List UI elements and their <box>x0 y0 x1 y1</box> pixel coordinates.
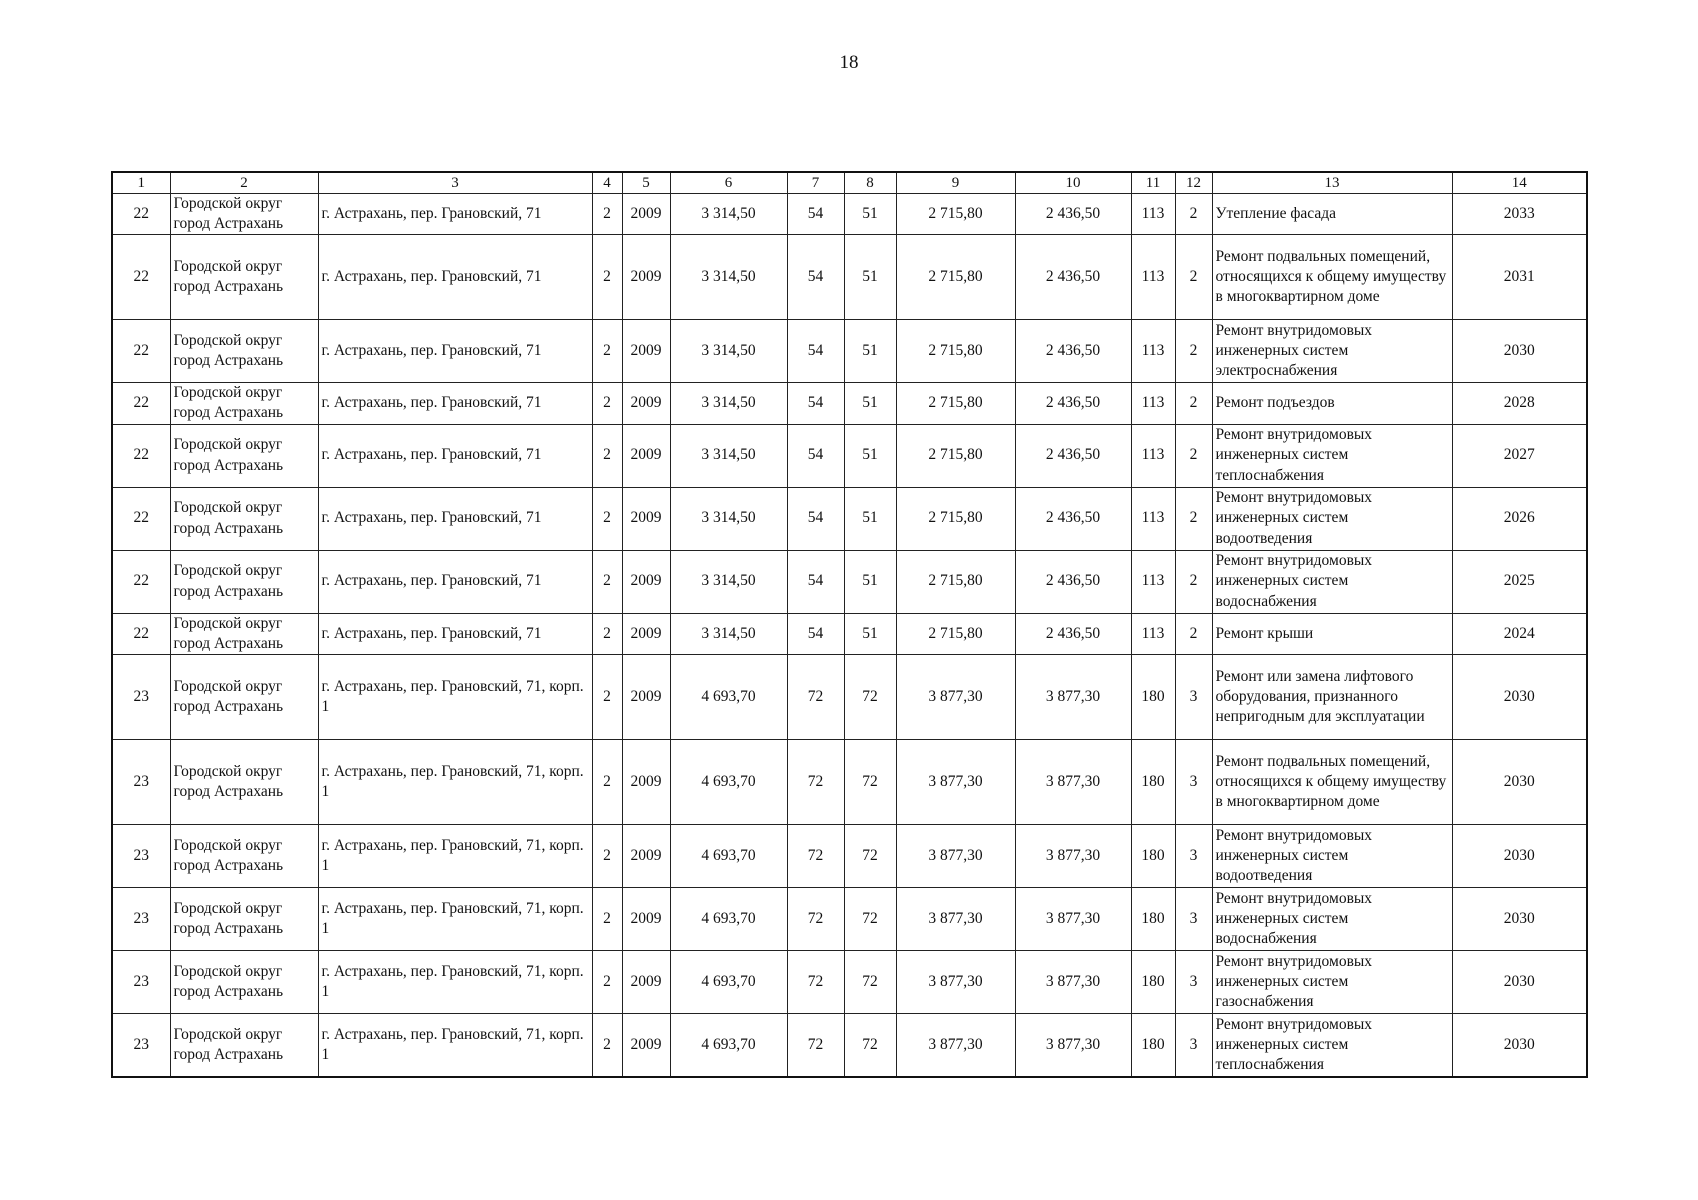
column-header: 7 <box>787 172 844 194</box>
column-header: 13 <box>1212 172 1452 194</box>
residential-area-cell: 3 877,30 <box>896 1013 1015 1077</box>
storeys-cell: 2 <box>592 550 622 613</box>
residential-premises-cell: 51 <box>844 194 896 235</box>
owned-area-cell: 3 877,30 <box>1015 1013 1131 1077</box>
municipality-cell: Городской округ город Астрахань <box>170 1013 318 1077</box>
entrances-cell: 3 <box>1175 739 1212 824</box>
item-number-cell: 22 <box>112 235 170 320</box>
address-cell: г. Астрахань, пер. Грановский, 71, корп. 1 <box>318 824 592 887</box>
year-built-cell: 2009 <box>622 487 670 550</box>
residents-cell: 113 <box>1131 320 1175 383</box>
storeys-cell: 2 <box>592 654 622 739</box>
residents-cell: 180 <box>1131 739 1175 824</box>
planned-year-cell: 2030 <box>1452 654 1587 739</box>
residential-area-cell: 3 877,30 <box>896 739 1015 824</box>
total-area-cell: 4 693,70 <box>670 950 787 1013</box>
table-row <box>112 235 1587 320</box>
work-type-cell: Ремонт подвальных помещений, относящихся к общему имуществу в многоквартирном доме <box>1212 235 1452 320</box>
storeys-cell: 2 <box>592 613 622 654</box>
residents-cell: 180 <box>1131 950 1175 1013</box>
residential-area-cell: 2 715,80 <box>896 550 1015 613</box>
residential-premises-cell: 51 <box>844 550 896 613</box>
item-number-cell: 22 <box>112 550 170 613</box>
address-cell: г. Астрахань, пер. Грановский, 71, корп. 1 <box>318 739 592 824</box>
residential-premises-cell: 72 <box>844 739 896 824</box>
municipality-cell: Городской округ город Астрахань <box>170 235 318 320</box>
work-type-cell: Ремонт внутридомовых инженерных систем электроснабжения <box>1212 320 1452 383</box>
storeys-cell: 2 <box>592 424 622 487</box>
planned-year-cell: 2031 <box>1452 235 1587 320</box>
column-header: 5 <box>622 172 670 194</box>
repair-schedule-table <box>111 171 1588 1078</box>
year-built-cell: 2009 <box>622 887 670 950</box>
address-cell: г. Астрахань, пер. Грановский, 71 <box>318 424 592 487</box>
item-number-cell: 22 <box>112 320 170 383</box>
planned-year-cell: 2026 <box>1452 487 1587 550</box>
residents-cell: 113 <box>1131 424 1175 487</box>
residential-premises-cell: 51 <box>844 383 896 424</box>
planned-year-cell: 2030 <box>1452 1013 1587 1077</box>
year-built-cell: 2009 <box>622 654 670 739</box>
planned-year-cell: 2027 <box>1452 424 1587 487</box>
total-area-cell: 3 314,50 <box>670 550 787 613</box>
planned-year-cell: 2030 <box>1452 887 1587 950</box>
entrances-cell: 3 <box>1175 1013 1212 1077</box>
residential-premises-cell: 72 <box>844 950 896 1013</box>
storeys-cell: 2 <box>592 194 622 235</box>
planned-year-cell: 2025 <box>1452 550 1587 613</box>
residential-area-cell: 2 715,80 <box>896 235 1015 320</box>
column-header: 10 <box>1015 172 1131 194</box>
total-area-cell: 3 314,50 <box>670 194 787 235</box>
residents-cell: 180 <box>1131 654 1175 739</box>
storeys-cell: 2 <box>592 739 622 824</box>
residential-premises-cell: 72 <box>844 824 896 887</box>
work-type-cell: Ремонт внутридомовых инженерных систем водоснабжения <box>1212 887 1452 950</box>
residents-cell: 113 <box>1131 613 1175 654</box>
entrances-cell: 2 <box>1175 613 1212 654</box>
municipality-cell: Городской округ город Астрахань <box>170 383 318 424</box>
planned-year-cell: 2024 <box>1452 613 1587 654</box>
apartments-cell: 72 <box>787 887 844 950</box>
municipality-cell: Городской округ город Астрахань <box>170 424 318 487</box>
apartments-cell: 72 <box>787 950 844 1013</box>
entrances-cell: 3 <box>1175 887 1212 950</box>
work-type-cell: Ремонт внутридомовых инженерных систем газоснабжения <box>1212 950 1452 1013</box>
apartments-cell: 54 <box>787 550 844 613</box>
year-built-cell: 2009 <box>622 824 670 887</box>
residential-area-cell: 2 715,80 <box>896 383 1015 424</box>
total-area-cell: 4 693,70 <box>670 739 787 824</box>
municipality-cell: Городской округ город Астрахань <box>170 613 318 654</box>
residents-cell: 180 <box>1131 887 1175 950</box>
residential-premises-cell: 51 <box>844 613 896 654</box>
apartments-cell: 72 <box>787 739 844 824</box>
residents-cell: 113 <box>1131 550 1175 613</box>
item-number-cell: 22 <box>112 194 170 235</box>
column-number-row <box>112 172 1587 194</box>
storeys-cell: 2 <box>592 950 622 1013</box>
storeys-cell: 2 <box>592 824 622 887</box>
owned-area-cell: 3 877,30 <box>1015 654 1131 739</box>
residential-premises-cell: 72 <box>844 887 896 950</box>
owned-area-cell: 2 436,50 <box>1015 613 1131 654</box>
municipality-cell: Городской округ город Астрахань <box>170 739 318 824</box>
work-type-cell: Ремонт внутридомовых инженерных систем водоотведения <box>1212 487 1452 550</box>
address-cell: г. Астрахань, пер. Грановский, 71 <box>318 235 592 320</box>
column-header: 8 <box>844 172 896 194</box>
item-number-cell: 22 <box>112 383 170 424</box>
residents-cell: 113 <box>1131 383 1175 424</box>
item-number-cell: 22 <box>112 424 170 487</box>
table-row <box>112 887 1587 950</box>
work-type-cell: Ремонт крыши <box>1212 613 1452 654</box>
item-number-cell: 23 <box>112 950 170 1013</box>
total-area-cell: 3 314,50 <box>670 613 787 654</box>
column-header: 6 <box>670 172 787 194</box>
residential-area-cell: 3 877,30 <box>896 654 1015 739</box>
total-area-cell: 4 693,70 <box>670 887 787 950</box>
item-number-cell: 23 <box>112 1013 170 1077</box>
residential-area-cell: 3 877,30 <box>896 887 1015 950</box>
year-built-cell: 2009 <box>622 1013 670 1077</box>
column-header: 3 <box>318 172 592 194</box>
table-row <box>112 550 1587 613</box>
residents-cell: 180 <box>1131 1013 1175 1077</box>
apartments-cell: 54 <box>787 613 844 654</box>
residential-area-cell: 2 715,80 <box>896 613 1015 654</box>
residential-premises-cell: 51 <box>844 235 896 320</box>
total-area-cell: 4 693,70 <box>670 654 787 739</box>
storeys-cell: 2 <box>592 320 622 383</box>
residential-area-cell: 2 715,80 <box>896 424 1015 487</box>
residential-area-cell: 2 715,80 <box>896 320 1015 383</box>
municipality-cell: Городской округ город Астрахань <box>170 887 318 950</box>
planned-year-cell: 2028 <box>1452 383 1587 424</box>
planned-year-cell: 2030 <box>1452 320 1587 383</box>
total-area-cell: 4 693,70 <box>670 824 787 887</box>
entrances-cell: 2 <box>1175 383 1212 424</box>
year-built-cell: 2009 <box>622 550 670 613</box>
owned-area-cell: 3 877,30 <box>1015 950 1131 1013</box>
municipality-cell: Городской округ город Астрахань <box>170 320 318 383</box>
apartments-cell: 72 <box>787 1013 844 1077</box>
column-header: 1 <box>112 172 170 194</box>
work-type-cell: Ремонт внутридомовых инженерных систем водоотведения <box>1212 824 1452 887</box>
table-body <box>112 194 1587 1077</box>
address-cell: г. Астрахань, пер. Грановский, 71 <box>318 320 592 383</box>
table-row <box>112 824 1587 887</box>
storeys-cell: 2 <box>592 1013 622 1077</box>
address-cell: г. Астрахань, пер. Грановский, 71 <box>318 487 592 550</box>
storeys-cell: 2 <box>592 235 622 320</box>
table-row <box>112 383 1587 424</box>
address-cell: г. Астрахань, пер. Грановский, 71 <box>318 550 592 613</box>
planned-year-cell: 2033 <box>1452 194 1587 235</box>
work-type-cell: Ремонт внутридомовых инженерных систем теплоснабжения <box>1212 1013 1452 1077</box>
item-number-cell: 23 <box>112 654 170 739</box>
owned-area-cell: 3 877,30 <box>1015 739 1131 824</box>
address-cell: г. Астрахань, пер. Грановский, 71 <box>318 383 592 424</box>
total-area-cell: 3 314,50 <box>670 424 787 487</box>
storeys-cell: 2 <box>592 887 622 950</box>
owned-area-cell: 2 436,50 <box>1015 424 1131 487</box>
owned-area-cell: 2 436,50 <box>1015 194 1131 235</box>
table-row <box>112 194 1587 235</box>
residents-cell: 113 <box>1131 487 1175 550</box>
column-header: 11 <box>1131 172 1175 194</box>
work-type-cell: Ремонт внутридомовых инженерных систем теплоснабжения <box>1212 424 1452 487</box>
entrances-cell: 2 <box>1175 550 1212 613</box>
address-cell: г. Астрахань, пер. Грановский, 71, корп. 1 <box>318 1013 592 1077</box>
apartments-cell: 72 <box>787 654 844 739</box>
year-built-cell: 2009 <box>622 320 670 383</box>
residents-cell: 113 <box>1131 235 1175 320</box>
item-number-cell: 23 <box>112 887 170 950</box>
total-area-cell: 3 314,50 <box>670 320 787 383</box>
table-row <box>112 739 1587 824</box>
planned-year-cell: 2030 <box>1452 950 1587 1013</box>
total-area-cell: 3 314,50 <box>670 487 787 550</box>
residential-area-cell: 2 715,80 <box>896 194 1015 235</box>
table-row <box>112 320 1587 383</box>
owned-area-cell: 2 436,50 <box>1015 320 1131 383</box>
apartments-cell: 54 <box>787 320 844 383</box>
address-cell: г. Астрахань, пер. Грановский, 71 <box>318 613 592 654</box>
apartments-cell: 54 <box>787 194 844 235</box>
apartments-cell: 54 <box>787 424 844 487</box>
year-built-cell: 2009 <box>622 235 670 320</box>
residential-premises-cell: 51 <box>844 320 896 383</box>
year-built-cell: 2009 <box>622 950 670 1013</box>
owned-area-cell: 3 877,30 <box>1015 887 1131 950</box>
planned-year-cell: 2030 <box>1452 824 1587 887</box>
municipality-cell: Городской округ город Астрахань <box>170 654 318 739</box>
residential-area-cell: 3 877,30 <box>896 950 1015 1013</box>
column-header: 2 <box>170 172 318 194</box>
column-header: 12 <box>1175 172 1212 194</box>
entrances-cell: 3 <box>1175 824 1212 887</box>
address-cell: г. Астрахань, пер. Грановский, 71, корп. 1 <box>318 887 592 950</box>
total-area-cell: 4 693,70 <box>670 1013 787 1077</box>
municipality-cell: Городской округ город Астрахань <box>170 194 318 235</box>
storeys-cell: 2 <box>592 383 622 424</box>
apartments-cell: 54 <box>787 487 844 550</box>
residential-premises-cell: 51 <box>844 487 896 550</box>
entrances-cell: 2 <box>1175 320 1212 383</box>
residents-cell: 180 <box>1131 824 1175 887</box>
residential-premises-cell: 51 <box>844 424 896 487</box>
work-type-cell: Ремонт подвальных помещений, относящихся к общему имуществу в многоквартирном доме <box>1212 739 1452 824</box>
item-number-cell: 23 <box>112 824 170 887</box>
work-type-cell: Ремонт внутридомовых инженерных систем водоснабжения <box>1212 550 1452 613</box>
residential-premises-cell: 72 <box>844 1013 896 1077</box>
item-number-cell: 23 <box>112 739 170 824</box>
owned-area-cell: 3 877,30 <box>1015 824 1131 887</box>
address-cell: г. Астрахань, пер. Грановский, 71 <box>318 194 592 235</box>
apartments-cell: 54 <box>787 235 844 320</box>
table-row <box>112 654 1587 739</box>
owned-area-cell: 2 436,50 <box>1015 487 1131 550</box>
work-type-cell: Утепление фасада <box>1212 194 1452 235</box>
column-header: 14 <box>1452 172 1587 194</box>
entrances-cell: 3 <box>1175 950 1212 1013</box>
table-row <box>112 950 1587 1013</box>
residential-premises-cell: 72 <box>844 654 896 739</box>
entrances-cell: 2 <box>1175 424 1212 487</box>
column-header: 4 <box>592 172 622 194</box>
year-built-cell: 2009 <box>622 613 670 654</box>
total-area-cell: 3 314,50 <box>670 235 787 320</box>
year-built-cell: 2009 <box>622 383 670 424</box>
residents-cell: 113 <box>1131 194 1175 235</box>
table-row <box>112 424 1587 487</box>
residential-area-cell: 2 715,80 <box>896 487 1015 550</box>
municipality-cell: Городской округ город Астрахань <box>170 950 318 1013</box>
municipality-cell: Городской округ город Астрахань <box>170 550 318 613</box>
table-row <box>112 1013 1587 1077</box>
storeys-cell: 2 <box>592 487 622 550</box>
municipality-cell: Городской округ город Астрахань <box>170 824 318 887</box>
entrances-cell: 2 <box>1175 235 1212 320</box>
residential-area-cell: 3 877,30 <box>896 824 1015 887</box>
entrances-cell: 2 <box>1175 487 1212 550</box>
work-type-cell: Ремонт подъездов <box>1212 383 1452 424</box>
owned-area-cell: 2 436,50 <box>1015 383 1131 424</box>
entrances-cell: 2 <box>1175 194 1212 235</box>
page-number: 18 <box>839 52 859 73</box>
owned-area-cell: 2 436,50 <box>1015 550 1131 613</box>
planned-year-cell: 2030 <box>1452 739 1587 824</box>
work-type-cell: Ремонт или замена лифтового оборудования, признанного непригодным для эксплуатации <box>1212 654 1452 739</box>
table-row <box>112 487 1587 550</box>
year-built-cell: 2009 <box>622 739 670 824</box>
item-number-cell: 22 <box>112 487 170 550</box>
column-header: 9 <box>896 172 1015 194</box>
entrances-cell: 3 <box>1175 654 1212 739</box>
total-area-cell: 3 314,50 <box>670 383 787 424</box>
owned-area-cell: 2 436,50 <box>1015 235 1131 320</box>
year-built-cell: 2009 <box>622 194 670 235</box>
apartments-cell: 72 <box>787 824 844 887</box>
item-number-cell: 22 <box>112 613 170 654</box>
table-row <box>112 613 1587 654</box>
address-cell: г. Астрахань, пер. Грановский, 71, корп. 1 <box>318 654 592 739</box>
municipality-cell: Городской округ город Астрахань <box>170 487 318 550</box>
year-built-cell: 2009 <box>622 424 670 487</box>
address-cell: г. Астрахань, пер. Грановский, 71, корп. 1 <box>318 950 592 1013</box>
apartments-cell: 54 <box>787 383 844 424</box>
